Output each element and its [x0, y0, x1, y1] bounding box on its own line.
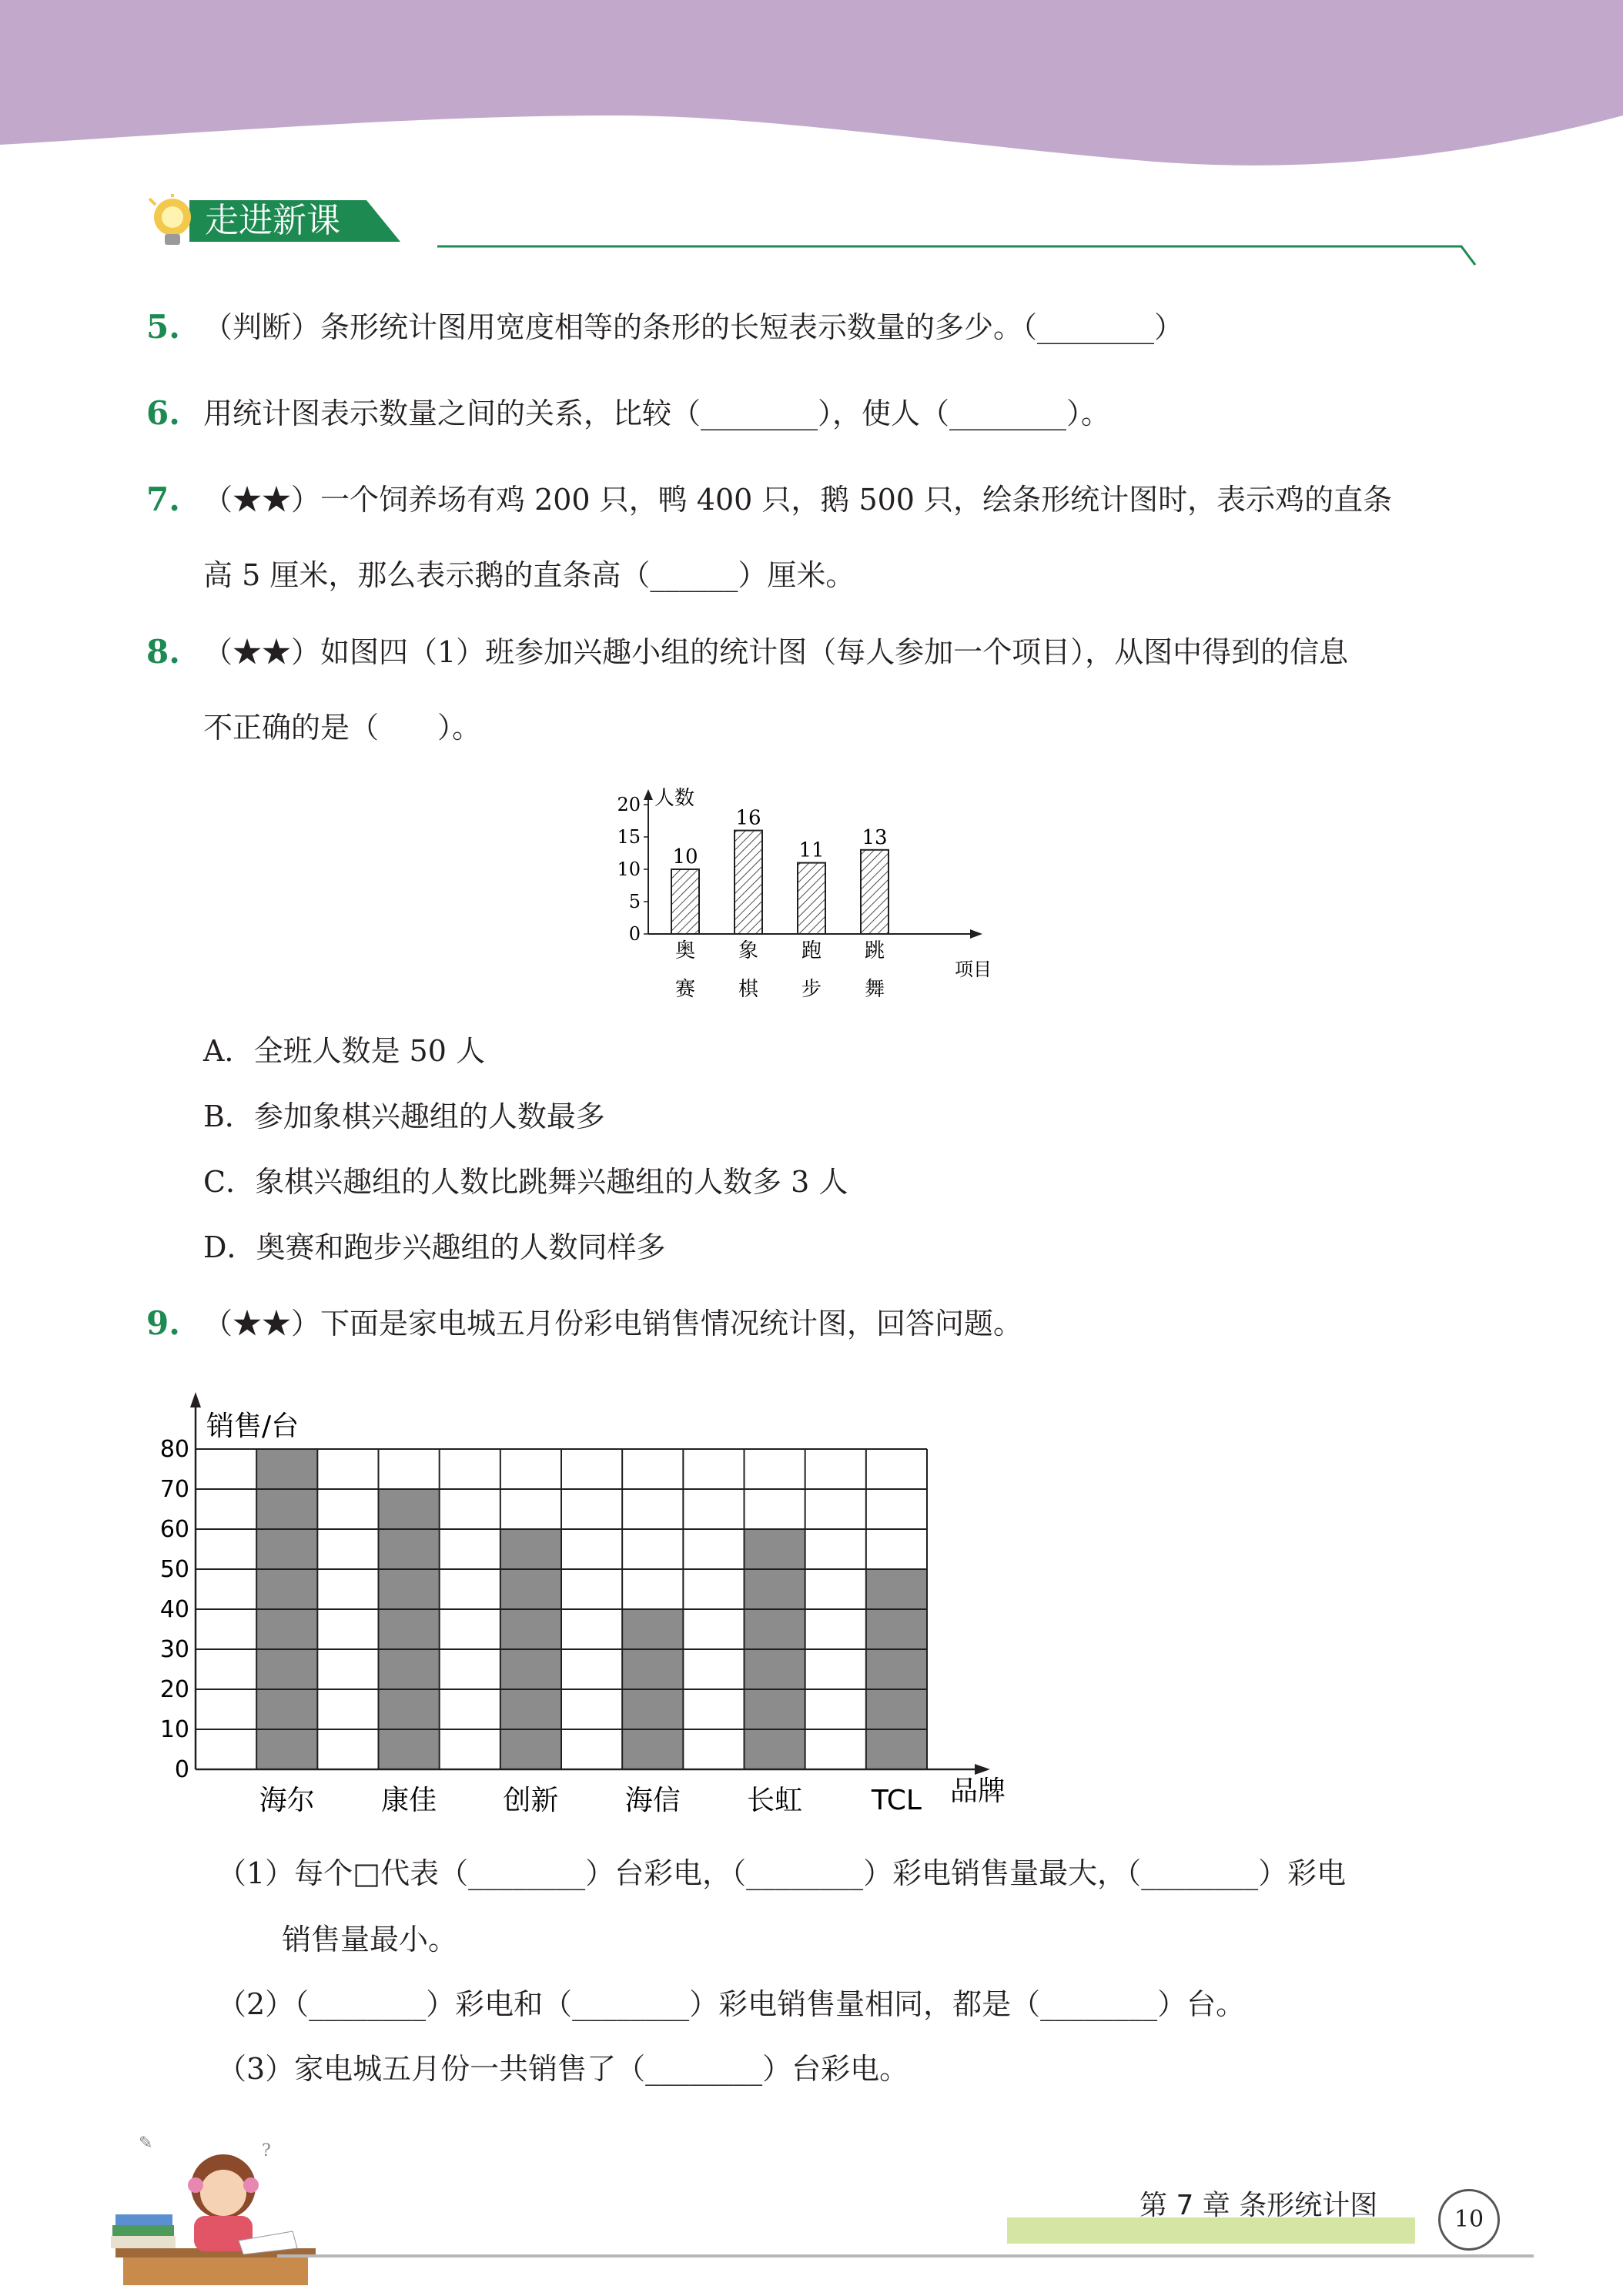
question-8-number: 8.	[146, 633, 180, 671]
tv-sales-chart	[154, 1386, 1032, 1832]
y-tick-label: 20	[159, 1676, 189, 1703]
question-5-text: （判断）条形统计图用宽度相等的条形的长短表示数量的多少。（________）	[203, 310, 1184, 344]
y-tick-label: 15	[617, 826, 641, 848]
y-tick-label: 50	[159, 1556, 189, 1583]
bar	[866, 1569, 927, 1769]
student-reading-illustration	[108, 2125, 323, 2296]
section-title: 走进新课	[205, 201, 340, 240]
interest-group-chart	[601, 766, 1016, 1012]
category-label: 创新	[503, 1785, 559, 1816]
svg-text:✎: ✎	[139, 2134, 153, 2153]
data-label: 16	[735, 806, 761, 830]
y-tick-label: 30	[159, 1636, 189, 1663]
y-tick-label: 0	[628, 923, 641, 945]
question-5-number: 5.	[146, 308, 180, 346]
y-tick-label: 20	[617, 794, 641, 815]
question-7-text-line2: 高 5 厘米，那么表示鹅的直条高（______）厘米。	[203, 558, 855, 592]
category-label: 步	[801, 978, 822, 1001]
category-label: 海信	[624, 1785, 681, 1816]
bar	[671, 869, 699, 934]
q9-sub1-line2: 销售量最小。	[282, 1923, 458, 1956]
bar	[379, 1489, 440, 1769]
q9-sub3: （3）家电城五月份一共销售了（________）台彩电。	[217, 2052, 909, 2086]
category-label: 跳	[864, 939, 885, 962]
y-tick-label: 0	[174, 1756, 189, 1783]
lightbulb-icon	[149, 194, 191, 245]
svg-text:?: ?	[262, 2141, 271, 2160]
category-label: 象	[738, 939, 759, 962]
question-6-number: 6.	[146, 394, 180, 432]
y-tick-label: 10	[159, 1716, 189, 1743]
question-7-text-line1: （★★）一个饲养场有鸡 200 只，鸭 400 只，鹅 500 只，绘条形统计图时，表示鸡的直条	[203, 483, 1393, 517]
question-7-number: 7.	[146, 480, 180, 518]
y-tick-label: 5	[628, 891, 641, 912]
question-9-text: （★★）下面是家电城五月份彩电销售情况统计图，回答问题。	[203, 1307, 1023, 1340]
y-tick-label: 70	[159, 1476, 189, 1503]
bar	[861, 850, 888, 934]
y-tick-label: 60	[159, 1516, 189, 1543]
q9-sub2: （2）（________）彩电和（________）彩电销售量相同，都是（________）台。	[217, 1987, 1246, 2021]
option-d[interactable]: D．奥赛和跑步兴趣组的人数同样多	[203, 1230, 666, 1264]
question-9-number: 9.	[146, 1304, 180, 1342]
y-axis-arrow	[644, 789, 653, 800]
bar	[735, 831, 762, 934]
x-axis-arrow	[970, 929, 982, 939]
category-label: 长虹	[747, 1785, 803, 1816]
category-label: 奥	[674, 939, 696, 962]
option-a[interactable]: A．全班人数是 50 人	[203, 1034, 485, 1068]
option-b[interactable]: B．参加象棋兴趣组的人数最多	[203, 1099, 605, 1133]
category-label: 康佳	[381, 1785, 437, 1816]
question-8-text-line1: （★★）如图四（1）班参加兴趣小组的统计图（每人参加一个项目），从图中得到的信息	[203, 635, 1349, 669]
data-label: 10	[672, 845, 698, 869]
option-c[interactable]: C．象棋兴趣组的人数比跳舞兴趣组的人数多 3 人	[203, 1165, 848, 1199]
y-axis-arrow	[190, 1392, 201, 1407]
header-wave	[0, 0, 1623, 177]
header-rule	[437, 239, 1477, 269]
y-tick-label: 80	[159, 1436, 189, 1463]
data-label: 13	[862, 825, 888, 849]
category-label: 跑	[801, 939, 822, 962]
bar	[798, 863, 825, 934]
chapter-label: 第 7 章 条形统计图	[1139, 2190, 1378, 2221]
category-label: 海尔	[259, 1785, 315, 1816]
y-axis-label: 人数	[654, 787, 695, 810]
category-label: TCL	[871, 1785, 922, 1816]
category-label: 赛	[674, 978, 696, 1001]
data-label: 11	[798, 838, 825, 862]
y-axis-label: 销售/台	[206, 1411, 300, 1442]
x-axis-label: 项目	[955, 959, 992, 980]
category-label: 棋	[738, 978, 759, 1001]
page-number: 10	[1438, 2189, 1500, 2251]
q9-sub1-line1: （1）每个□代表（________）台彩电，（________）彩电销售量最大，（________）彩电	[217, 1856, 1347, 1890]
y-tick-label: 40	[159, 1596, 189, 1623]
question-6-text: 用统计图表示数量之间的关系，比较（________），使人（________）。	[203, 397, 1111, 430]
question-8-text-line2: 不正确的是（ ）。	[203, 711, 482, 745]
x-axis-label: 品牌	[950, 1776, 1006, 1807]
x-axis-arrow	[975, 1764, 990, 1775]
category-label: 舞	[864, 978, 885, 1001]
footer-rule	[277, 2254, 1534, 2258]
y-tick-label: 10	[617, 858, 641, 880]
